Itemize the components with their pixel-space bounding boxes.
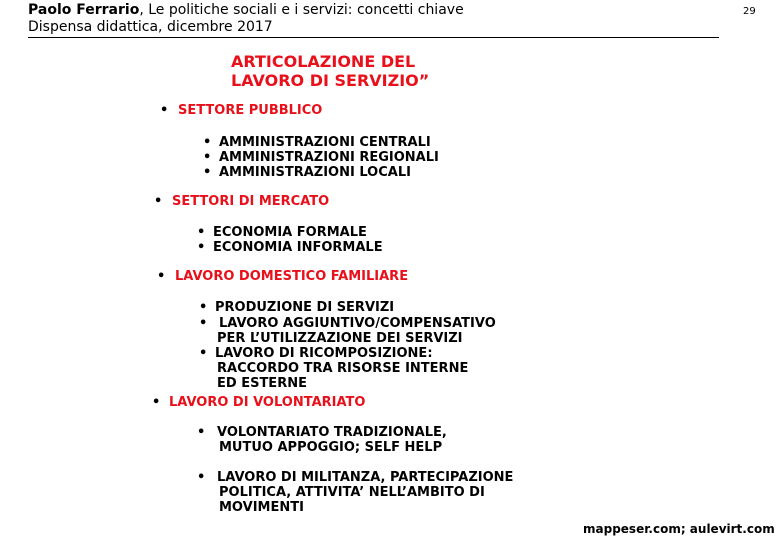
list-item-continuation: ED ESTERNE xyxy=(217,376,307,391)
slide-title-line-1: ARTICOLAZIONE DEL xyxy=(231,52,416,71)
list-item-continuation: PER L’UTILIZZAZIONE DEI SERVIZI xyxy=(217,331,463,346)
list-item-label: ECONOMIA INFORMALE xyxy=(213,240,383,255)
list-item-label: AMMINISTRAZIONI REGIONALI xyxy=(219,150,439,165)
list-item-continuation: POLITICA, ATTIVITA’ NELL’AMBITO DI xyxy=(219,485,485,500)
author-name: Paolo Ferrario xyxy=(28,2,140,18)
bullet: • xyxy=(199,316,208,331)
slide-title-line-2: LAVORO DI SERVIZIO” xyxy=(231,71,430,90)
list-item-label: LAVORO AGGIUNTIVO/COMPENSATIVO xyxy=(219,316,496,331)
bullet: • xyxy=(199,346,208,361)
list-item-label: AMMINISTRAZIONI CENTRALI xyxy=(219,135,431,150)
header-divider xyxy=(28,37,719,38)
list-item-label: AMMINISTRAZIONI LOCALI xyxy=(219,165,411,180)
bullet: • xyxy=(160,103,169,118)
section-heading-label: LAVORO DI VOLONTARIATO xyxy=(169,395,366,410)
list-item xyxy=(197,240,383,256)
list-item xyxy=(203,150,439,166)
list-item xyxy=(197,470,513,486)
section-heading-label: SETTORE PUBBLICO xyxy=(178,103,323,118)
section-heading-label: LAVORO DOMESTICO FAMILIARE xyxy=(175,269,409,284)
section-heading-label: SETTORI DI MERCATO xyxy=(172,194,330,209)
list-item xyxy=(197,225,367,241)
bullet: • xyxy=(152,395,161,410)
header-title: , Le politiche sociali e i servizi: concetti chiave xyxy=(139,2,464,18)
bullet: • xyxy=(197,240,206,255)
bullet: • xyxy=(197,470,206,485)
list-item-label: VOLONTARIATO TRADIZIONALE, xyxy=(217,425,447,440)
slide-title xyxy=(231,52,429,90)
header-title-line xyxy=(28,2,464,19)
list-item-continuation: MUTUO APPOGGIO; SELF HELP xyxy=(219,440,443,455)
page-header xyxy=(28,2,464,36)
list-item xyxy=(203,165,411,181)
list-item-label: LAVORO DI RICOMPOSIZIONE: xyxy=(215,346,433,361)
bullet: • xyxy=(203,135,212,150)
list-item-label: ECONOMIA FORMALE xyxy=(213,225,367,240)
bullet: • xyxy=(157,269,166,284)
footer-credits: mappeser.com; aulevirt.com xyxy=(583,522,775,536)
page-number: 29 xyxy=(743,6,756,17)
bullet: • xyxy=(203,150,212,165)
list-item xyxy=(199,316,496,332)
bullet: • xyxy=(154,194,163,209)
section-heading-volontariato xyxy=(152,395,365,410)
list-item-continuation: RACCORDO TRA RISORSE INTERNE xyxy=(217,361,469,376)
section-heading-settore-pubblico xyxy=(160,103,322,118)
list-item xyxy=(199,300,394,316)
list-item-continuation: MOVIMENTI xyxy=(219,500,304,515)
list-item-label: PRODUZIONE DI SERVIZI xyxy=(215,300,395,315)
section-heading-lavoro-domestico xyxy=(157,269,408,284)
list-item xyxy=(199,346,433,362)
list-item xyxy=(203,135,431,151)
header-subtitle: Dispensa didattica, dicembre 2017 xyxy=(28,19,273,35)
list-item xyxy=(197,425,447,441)
list-item-label: LAVORO DI MILITANZA, PARTECIPAZIONE xyxy=(217,470,514,485)
bullet: • xyxy=(197,425,206,440)
bullet: • xyxy=(197,225,206,240)
bullet: • xyxy=(203,165,212,180)
section-heading-settori-di-mercato xyxy=(154,194,329,209)
bullet: • xyxy=(199,300,208,315)
